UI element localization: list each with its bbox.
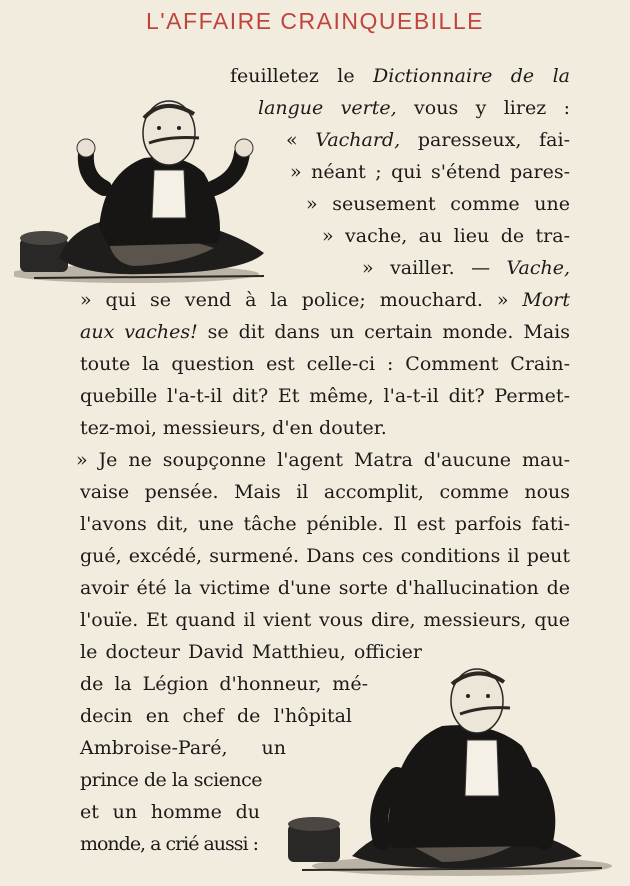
text-segment: quebille l'a-t-il dit? Et même, l'a-t-il dit? Permet- — [80, 385, 570, 407]
text-segment: » qui se vend à la police; mouchard. » — [80, 289, 523, 311]
italic-text: Vachard, — [315, 129, 401, 151]
text-segment: paresseux, fai- — [400, 129, 570, 151]
text-segment: avoir été la victime d'une sorte d'hallucination de — [80, 577, 570, 599]
text-segment: tez-moi, messieurs, d'en douter. — [80, 417, 387, 439]
text-segment: et un homme du — [80, 801, 260, 823]
text-line-content — [258, 96, 570, 120]
italic-text: Vache, — [506, 257, 570, 279]
text-segment: » vache, au lieu de tra- — [322, 225, 570, 247]
text-line-content — [80, 320, 570, 344]
text-line-content — [80, 576, 570, 600]
lawyer-seated-illustration-top — [14, 78, 294, 288]
text-segment: de la Légion d'honneur, mé- — [80, 673, 368, 695]
text-line-content — [290, 160, 570, 184]
text-line-content — [80, 768, 262, 792]
text-line-content — [80, 416, 387, 440]
text-segment: monde, a crié aussi : — [80, 833, 258, 855]
text-line-content — [80, 672, 368, 696]
italic-text: Mort — [522, 289, 570, 311]
text-segment: toute la question est celle-ci : Comment Crain- — [80, 353, 570, 375]
text-line-content — [80, 352, 570, 376]
text-segment: Ambroise-Paré, un — [80, 737, 286, 759]
running-title: L'AFFAIRE CRAINQUEBILLE — [146, 8, 484, 34]
italic-text: Dictionnaire de la — [373, 65, 571, 87]
text-line-content — [80, 704, 352, 728]
text-segment: gué, excédé, surmené. Dans ces conditions il peut — [80, 545, 570, 567]
text-segment: l'ouïe. Et quand il vient vous dire, messieurs, que — [80, 609, 570, 631]
text-segment: « — [286, 129, 316, 151]
italic-text: langue verte, — [258, 97, 397, 119]
text-segment: » seusement comme une — [306, 193, 570, 215]
text-line-content — [230, 64, 570, 88]
text-line-content — [362, 256, 570, 280]
text-line-content — [80, 512, 570, 536]
text-line-content — [306, 192, 570, 216]
text-line-content — [80, 384, 570, 408]
text-segment: » Je ne soupçonne l'agent Matra d'aucune mau- — [76, 449, 570, 471]
text-line-content — [80, 736, 286, 760]
text-line-content — [80, 640, 422, 664]
text-segment: » vailler. — — [362, 257, 507, 279]
text-line-content — [76, 448, 570, 472]
text-segment: l'avons dit, une tâche pénible. Il est parfois fati- — [80, 513, 570, 535]
text-segment: decin en chef de l'hôpital — [80, 705, 352, 727]
text-line-content — [80, 832, 258, 856]
text-line-content — [80, 800, 260, 824]
text-line-content — [80, 480, 570, 504]
text-segment: » néant ; qui s'étend pares- — [290, 161, 570, 183]
text-segment: vaise pensée. Mais il accomplit, comme nous — [80, 481, 570, 503]
text-line-content — [322, 224, 570, 248]
text-line-content — [80, 608, 570, 632]
text-line-content — [80, 288, 570, 312]
text-segment: prince de la science — [80, 769, 262, 791]
text-segment: vous y lirez : — [396, 97, 570, 119]
text-segment: feuilletez le — [230, 65, 374, 87]
italic-text: aux vaches! — [80, 321, 198, 343]
text-line-content — [286, 128, 570, 152]
text-segment: le docteur David Matthieu, officier — [80, 641, 422, 663]
text-line-content — [80, 544, 570, 568]
text-segment: se dit dans un certain monde. Mais — [197, 321, 570, 343]
